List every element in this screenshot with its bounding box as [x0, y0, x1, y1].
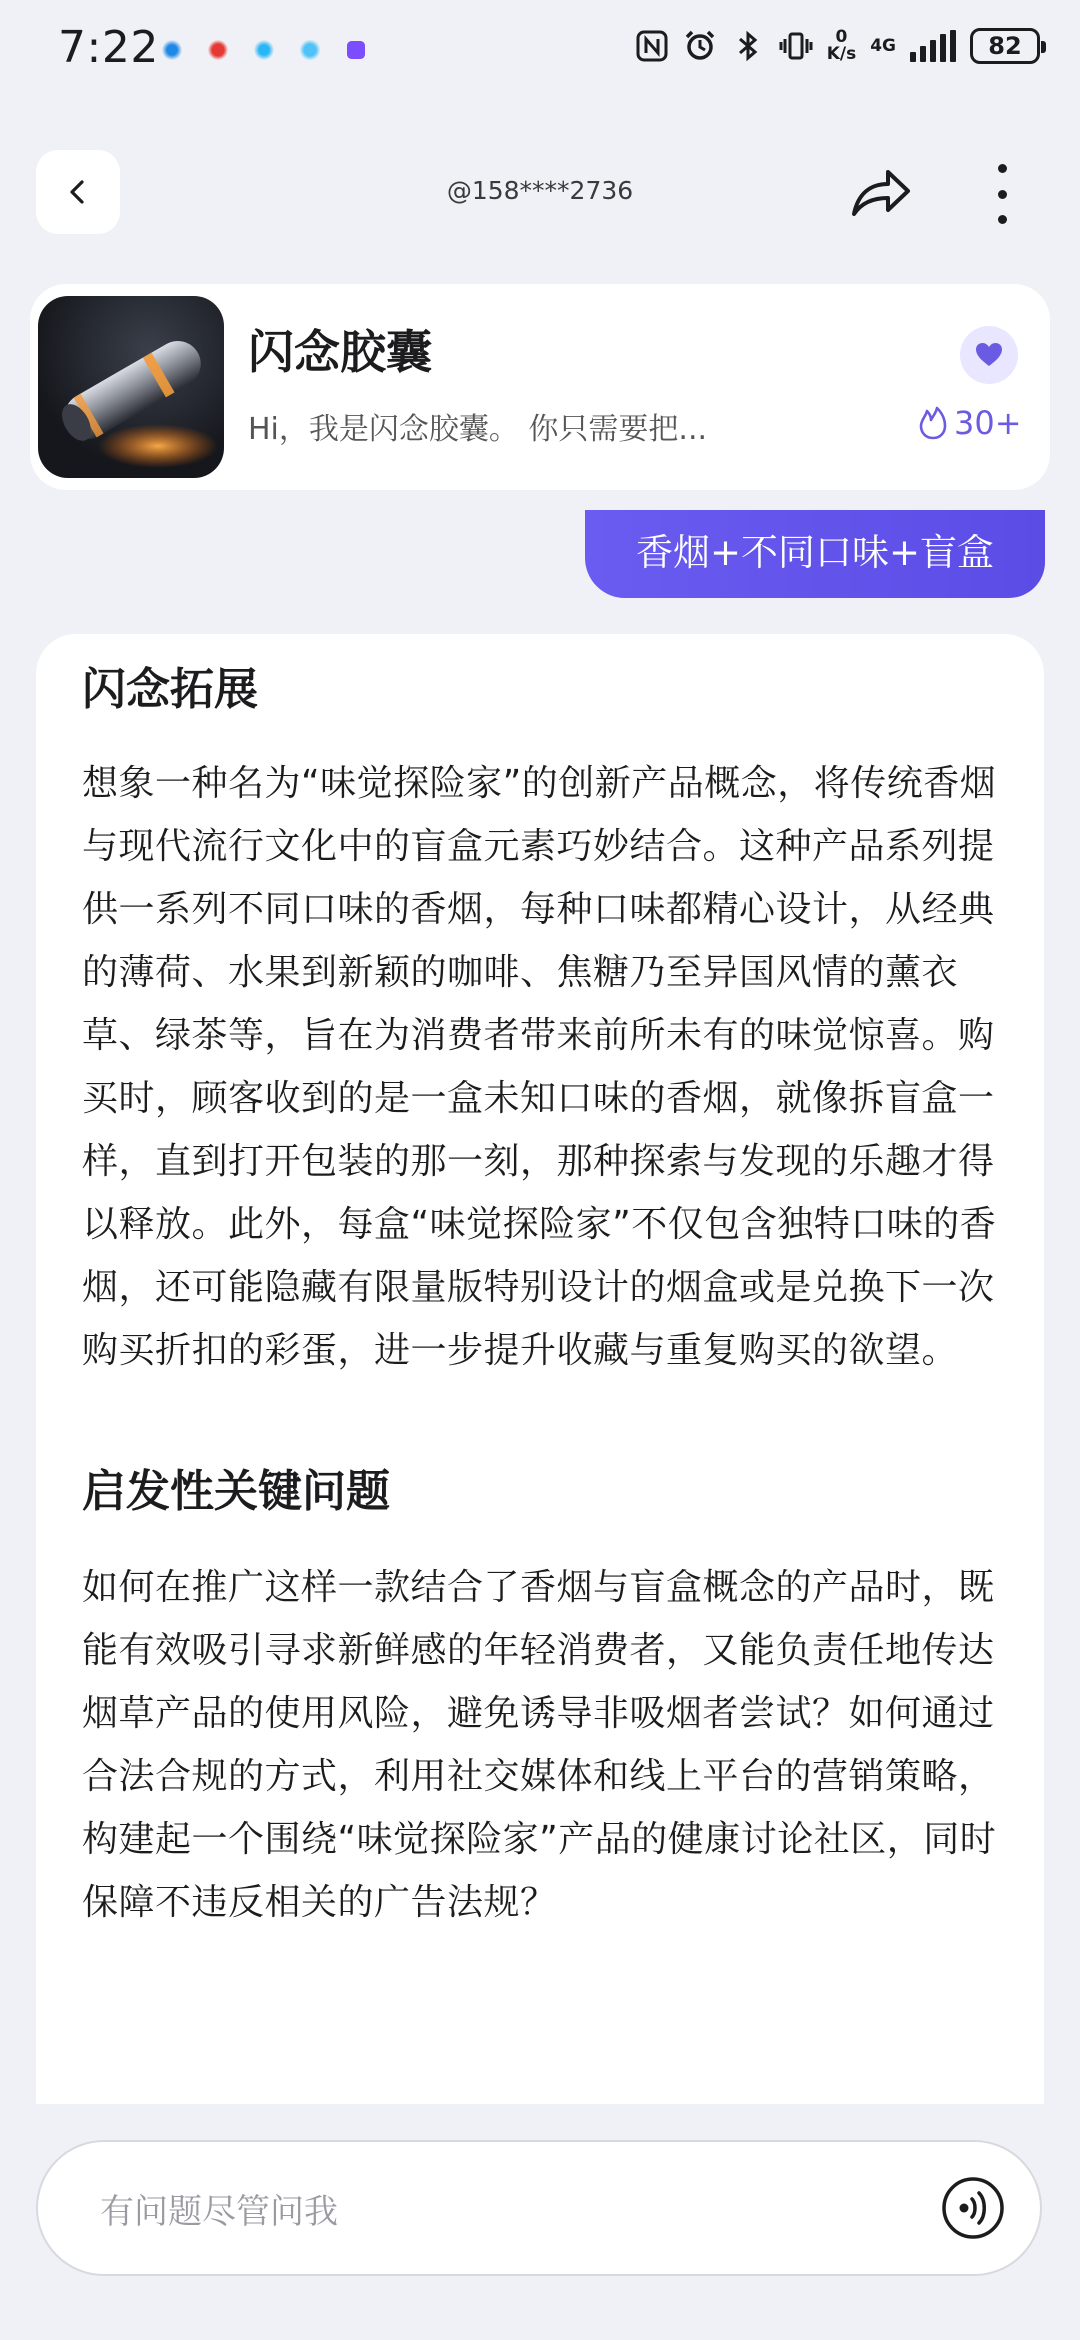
- vibrate-icon: [779, 29, 813, 63]
- app-notification-icon: [252, 38, 276, 62]
- app-notification-icon: [160, 38, 184, 62]
- alarm-icon: [683, 29, 717, 63]
- share-icon[interactable]: [848, 164, 914, 224]
- more-dot-icon: [998, 215, 1007, 224]
- status-time: 7:22: [58, 22, 159, 73]
- input-placeholder: 有问题尽管问我: [100, 2192, 338, 2232]
- response-heading: 闪念拓展: [82, 664, 258, 715]
- hot-count: [918, 404, 1022, 442]
- more-dot-icon: [998, 190, 1007, 199]
- more-dot-icon: [998, 164, 1007, 173]
- favorite-button[interactable]: [960, 326, 1018, 384]
- nfc-icon: [635, 29, 669, 63]
- ai-response-card: [36, 634, 1044, 2104]
- agent-description: Hi，我是闪念胶囊。 你只需要把...: [248, 412, 708, 447]
- response-paragraph: 想象一种名为“味觉探险家”的创新产品概念，将传统香烟与现代流行文化中的盲盒元素巧妙结合。这种产品系列提供一系列不同口味的香烟，每种口味都精心设计，从经典的薄荷、水果到新颖的咖啡、焦糖乃至异国风情的薰衣草、绿茶等，旨在为消费者带来前所未有的味觉惊喜。购买时，顾客收到的是一盒未知口味的香烟，就像拆盲盒一样，直到打开包装的那一刻，那种探索与发现的乐趣才得以释放。此外，每盒“味觉探险家”不仅包含独特口味的香烟，还可能隐藏有限量版特别设计的烟盒或是兑换下一次购买折扣的彩蛋，进一步提升收藏与重复购买的欲望。: [82, 763, 997, 1371]
- user-message-text: 香烟+不同口味+盲盒: [635, 531, 994, 574]
- app-notification-icon: [206, 38, 230, 62]
- message-input[interactable]: [36, 2140, 1042, 2276]
- app-notification-icon: [298, 38, 322, 62]
- app-notification-icon: [347, 41, 365, 59]
- voice-input-icon[interactable]: [940, 2175, 1006, 2241]
- chat-header: [0, 150, 1080, 238]
- more-options-button[interactable]: [980, 164, 1024, 224]
- agent-name: 闪念胶囊: [248, 325, 432, 379]
- network-speed: 0 K/s: [826, 27, 857, 64]
- agent-card[interactable]: [30, 284, 1050, 490]
- signal-icon: [910, 30, 956, 62]
- response-paragraph: 如何在推广这样一款结合了香烟与盲盒概念的产品时，既能有效吸引寻求新鲜感的年轻消费者，又能负责任地传达烟草产品的使用风险，避免诱导非吸烟者尝试？如何通过合法合规的方式，利用社交媒体和线上平台的营销策略，构建起一个围绕“味觉探险家”产品的健康讨论社区，同时保障不违反相关的广告法规？: [82, 1567, 997, 1923]
- battery-icon: [970, 28, 1040, 64]
- response-content: [82, 656, 1002, 1934]
- hot-count-value: 30+: [954, 404, 1022, 442]
- agent-avatar: [38, 296, 224, 478]
- status-indicators: [635, 28, 1040, 64]
- capsule-image: [38, 296, 224, 478]
- notification-icons: [160, 38, 368, 62]
- response-heading: 启发性关键问题: [82, 1466, 390, 1517]
- heart-icon: [975, 342, 1003, 368]
- status-bar: [0, 0, 1080, 105]
- network-type: 4G: [870, 35, 896, 56]
- flame-icon: [918, 406, 948, 440]
- user-message-bubble[interactable]: [585, 510, 1045, 598]
- battery-level: 82: [988, 32, 1022, 60]
- account-title: @158****2736: [446, 176, 634, 205]
- bluetooth-icon: [731, 29, 765, 63]
